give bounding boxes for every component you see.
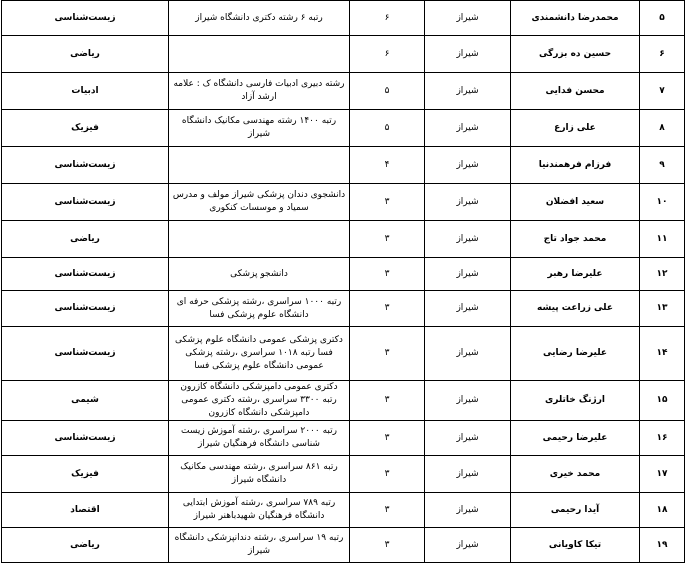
subject-cell: ریاضی	[2, 36, 169, 73]
city-cell: شیراز	[425, 456, 511, 493]
student-name-cell: محمد جواد تاج	[511, 221, 640, 258]
table-row	[2, 381, 685, 421]
student-name-cell: آیدا رحیمی	[511, 493, 640, 528]
student-name-cell: علی زراعت پیشه	[511, 291, 640, 327]
city-cell: شیراز	[425, 421, 511, 456]
description-cell: دکتری عمومی دامپزشکی دانشگاه کازرون رتبه ۳۳۰۰ سراسری ،رشته دکتری عمومی دامپزشکی دانشگاه کازرون	[169, 381, 350, 421]
row-number-cell: ۱۳	[640, 291, 685, 327]
rank-cell: ۳	[350, 221, 425, 258]
description-cell: رتبه ۷۸۹ سراسری ،رشته آموزش ابتدایی دانشگاه فرهنگیان شهیدباهنر شیراز	[169, 493, 350, 528]
rank-cell: ۳	[350, 258, 425, 291]
description-cell: رتبه ۱۴۰۰ رشته مهندسی مکانیک دانشگاه شیراز	[169, 110, 350, 147]
subject-cell: ریاضی	[2, 221, 169, 258]
subject-cell: زیست‌شناسی	[2, 147, 169, 184]
row-number-cell: ۶	[640, 36, 685, 73]
row-number-cell: ۹	[640, 147, 685, 184]
subject-cell: اقتصاد	[2, 493, 169, 528]
table-row	[2, 421, 685, 456]
table-row	[2, 1, 685, 36]
table-row	[2, 493, 685, 528]
city-cell: شیراز	[425, 1, 511, 36]
subject-cell: زیست‌شناسی	[2, 258, 169, 291]
rank-cell: ۳	[350, 291, 425, 327]
subject-cell: ادبیات	[2, 73, 169, 110]
row-number-cell: ۵	[640, 1, 685, 36]
row-number-cell: ۱۴	[640, 327, 685, 381]
row-number-cell: ۱۱	[640, 221, 685, 258]
city-cell: شیراز	[425, 493, 511, 528]
table-row	[2, 147, 685, 184]
table-row	[2, 291, 685, 327]
table-row	[2, 36, 685, 73]
city-cell: شیراز	[425, 221, 511, 258]
student-name-cell: حسین ده بزرگی	[511, 36, 640, 73]
description-cell: دکتری پزشکی عمومی دانشگاه علوم پزشکی فسا رتبه ۱۰۱۸ سراسری ،رشته پزشکی عمومی دانشگاه علوم پزشکی فسا	[169, 327, 350, 381]
city-cell: شیراز	[425, 528, 511, 563]
city-cell: شیراز	[425, 381, 511, 421]
row-number-cell: ۱۰	[640, 184, 685, 221]
student-name-cell: سعید افضلان	[511, 184, 640, 221]
row-number-cell: ۱۵	[640, 381, 685, 421]
city-cell: شیراز	[425, 147, 511, 184]
row-number-cell: ۱۷	[640, 456, 685, 493]
subject-cell: شیمی	[2, 381, 169, 421]
description-cell	[169, 147, 350, 184]
subject-cell: فیزیک	[2, 456, 169, 493]
rank-cell: ۶	[350, 1, 425, 36]
description-cell: رتبه ۱۹ سراسری ،رشته دندانپزشکی دانشگاه شیراز	[169, 528, 350, 563]
description-cell	[169, 36, 350, 73]
rank-cell: ۴	[350, 147, 425, 184]
subject-cell: فیزیک	[2, 110, 169, 147]
subject-cell: زیست‌شناسی	[2, 1, 169, 36]
row-number-cell: ۱۹	[640, 528, 685, 563]
description-cell: رتبه ۲۰۰۰ سراسری ،رشته آموزش زیست شناسی دانشگاه فرهنگیان شیراز	[169, 421, 350, 456]
description-cell: رتبه ۶ رشته دکتری دانشگاه شیراز	[169, 1, 350, 36]
student-name-cell: علیرضا رضایی	[511, 327, 640, 381]
student-name-cell: محسن فدایی	[511, 73, 640, 110]
rank-cell: ۳	[350, 421, 425, 456]
subject-cell: زیست‌شناسی	[2, 327, 169, 381]
description-cell: رتبه ۸۶۱ سراسری ،رشته مهندسی مکانیک دانشگاه شیراز	[169, 456, 350, 493]
student-name-cell: محمدرضا دانشمندی	[511, 1, 640, 36]
results-table	[1, 0, 685, 563]
rank-cell: ۳	[350, 381, 425, 421]
city-cell: شیراز	[425, 110, 511, 147]
row-number-cell: ۱۸	[640, 493, 685, 528]
table-row	[2, 221, 685, 258]
description-cell	[169, 221, 350, 258]
description-cell: رتبه ۱۰۰۰ سراسری ،رشته پزشکی حرفه ای دانشگاه علوم پزشکی فسا	[169, 291, 350, 327]
subject-cell: زیست‌شناسی	[2, 421, 169, 456]
table-row	[2, 184, 685, 221]
table-row	[2, 73, 685, 110]
rank-cell: ۵	[350, 110, 425, 147]
table-row	[2, 528, 685, 563]
table-row	[2, 327, 685, 381]
description-cell: دانشجو پزشکی	[169, 258, 350, 291]
description-cell: رشته دبیری ادبیات فارسی دانشگاه ک : علامه ارشد آزاد	[169, 73, 350, 110]
city-cell: شیراز	[425, 73, 511, 110]
student-name-cell: فرزام فرهمندنیا	[511, 147, 640, 184]
table-row	[2, 456, 685, 493]
table-row	[2, 110, 685, 147]
city-cell: شیراز	[425, 184, 511, 221]
rank-cell: ۳	[350, 493, 425, 528]
results-table-body	[2, 1, 685, 563]
description-cell: دانشجوی دندان پزشکی شیراز مولف و مدرس سمیاد و موسسات کنکوری	[169, 184, 350, 221]
rank-cell: ۳	[350, 456, 425, 493]
table-row	[2, 258, 685, 291]
student-name-cell: علیرضا رهبر	[511, 258, 640, 291]
rank-cell: ۳	[350, 327, 425, 381]
row-number-cell: ۸	[640, 110, 685, 147]
rank-cell: ۳	[350, 528, 425, 563]
city-cell: شیراز	[425, 258, 511, 291]
row-number-cell: ۷	[640, 73, 685, 110]
row-number-cell: ۱۶	[640, 421, 685, 456]
subject-cell: زیست‌شناسی	[2, 184, 169, 221]
city-cell: شیراز	[425, 327, 511, 381]
subject-cell: ریاضی	[2, 528, 169, 563]
student-name-cell: تیکا کاویانی	[511, 528, 640, 563]
student-name-cell: ارژنگ خاتلری	[511, 381, 640, 421]
rank-cell: ۶	[350, 36, 425, 73]
rank-cell: ۳	[350, 184, 425, 221]
student-name-cell: علیرضا رحیمی	[511, 421, 640, 456]
row-number-cell: ۱۲	[640, 258, 685, 291]
subject-cell: زیست‌شناسی	[2, 291, 169, 327]
student-name-cell: علی زارع	[511, 110, 640, 147]
rank-cell: ۵	[350, 73, 425, 110]
student-name-cell: محمد خیری	[511, 456, 640, 493]
city-cell: شیراز	[425, 36, 511, 73]
city-cell: شیراز	[425, 291, 511, 327]
